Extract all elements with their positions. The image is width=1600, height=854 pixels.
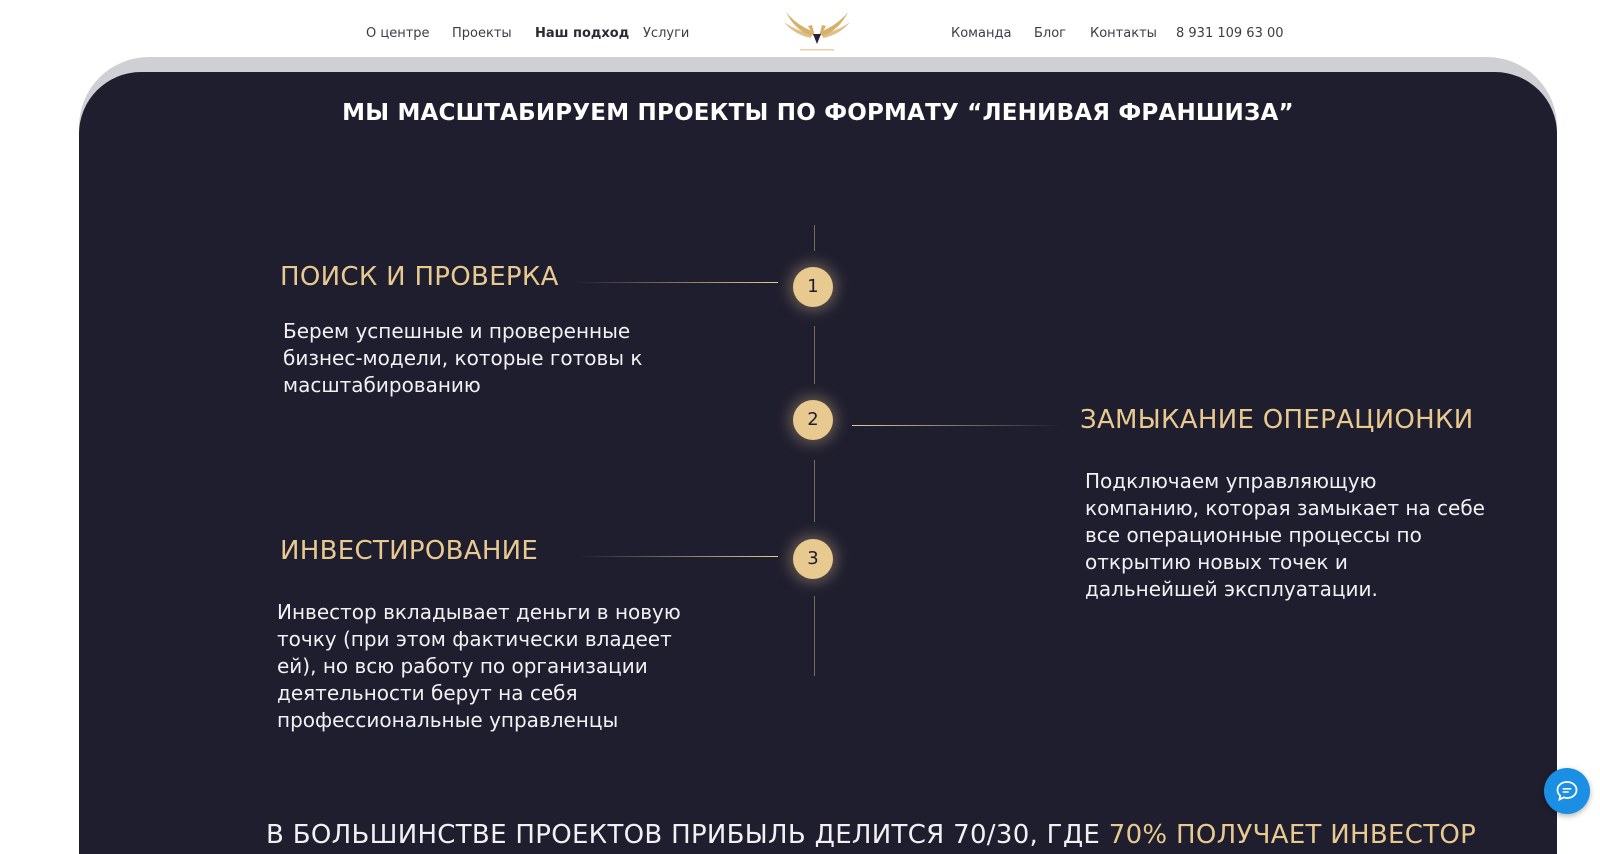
nav-link-blog[interactable]: Блог	[1034, 26, 1067, 41]
step-2-number-badge: 2	[793, 400, 833, 440]
chat-widget-button[interactable]	[1544, 768, 1590, 814]
step-3-title: ИНВЕСТИРОВАНИЕ	[280, 536, 539, 566]
nav-link-projects[interactable]: Проекты	[452, 26, 512, 41]
profit-share-text: В БОЛЬШИНСТВЕ ПРОЕКТОВ ПРИБЫЛЬ ДЕЛИТСЯ 70/30, ГДЕ	[266, 820, 1101, 850]
profit-share-heading	[266, 820, 1476, 850]
timeline-segment	[814, 225, 815, 251]
timeline-segment	[814, 596, 815, 676]
golden-wings-logo-icon[interactable]	[776, 10, 858, 56]
profit-share-accent: 70% ПОЛУЧАЕТ ИНВЕСТОР	[1108, 820, 1477, 850]
step-2-description: Подключаем управляющую компанию, которая замыкает на себе все операционные процессы по открытию новых точек и дальнейшей эксплуатации.	[1085, 469, 1485, 601]
timeline-segment	[814, 326, 815, 384]
step-1-number-badge: 1	[793, 267, 833, 307]
nav-link-approach[interactable]: Наш подход	[535, 26, 630, 41]
step-1-title: ПОИСК И ПРОВЕРКА	[280, 262, 559, 292]
nav-phone-link[interactable]: 8 931 109 63 00	[1176, 26, 1284, 41]
step-3-description: Инвестор вкладывает деньги в новую точку (при этом фактически владеет ей), но всю работу по организации деятельности берут на себя профессиональные управленцы	[277, 600, 681, 732]
section-headline: МЫ МАСШТАБИРУЕМ ПРОЕКТЫ ПО ФОРМАТУ “ЛЕНИВАЯ ФРАНШИЗА”	[342, 100, 1294, 126]
approach-section-panel	[79, 72, 1557, 854]
step-1-description: Берем успешные и проверенные бизнес-модели, которые готовы к масштабированию	[283, 319, 643, 397]
nav-link-team[interactable]: Команда	[951, 26, 1012, 41]
nav-link-about[interactable]: О центре	[366, 26, 430, 41]
step-1-connector	[572, 282, 778, 283]
nav-link-contacts[interactable]: Контакты	[1090, 26, 1157, 41]
step-2-title: ЗАМЫКАНИЕ ОПЕРАЦИОНКИ	[1080, 405, 1474, 435]
step-2-connector	[852, 425, 1062, 426]
timeline-segment	[814, 460, 815, 522]
nav-link-services[interactable]: Услуги	[643, 26, 690, 41]
step-3-number-badge: 3	[793, 539, 833, 579]
step-3-connector	[578, 556, 778, 557]
chat-bubble-icon	[1555, 779, 1579, 803]
